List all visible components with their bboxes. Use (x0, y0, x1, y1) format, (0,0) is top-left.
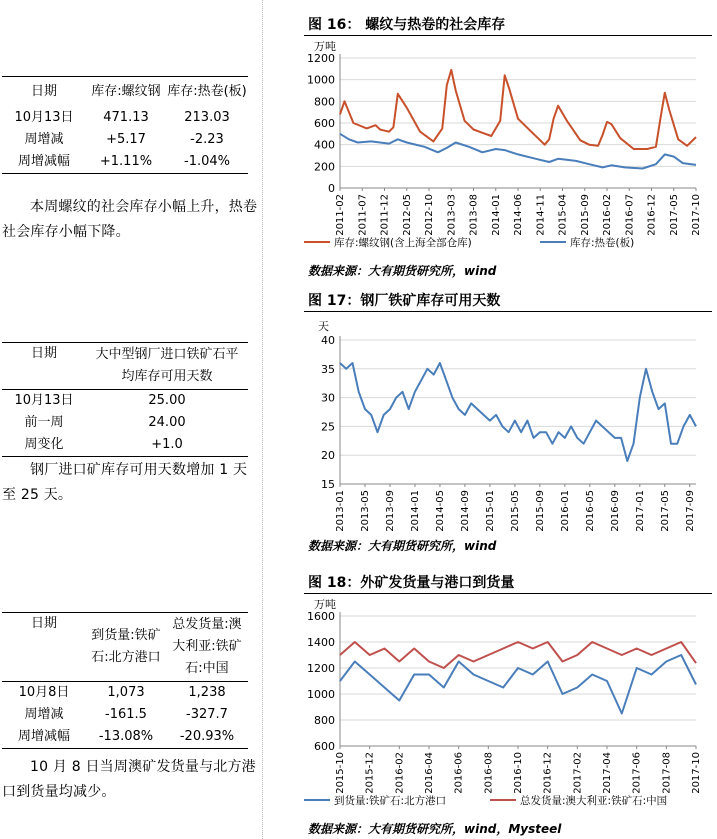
x-tick-label: 2012-05 (401, 194, 413, 236)
x-tick-label: 2012-10 (424, 194, 435, 236)
x-tick-label: 2011-02 (335, 194, 346, 236)
rebar-hrc-inventory-chart (300, 38, 712, 260)
table-cell: 10月13日 (14, 393, 74, 408)
y-tick-label: 35 (321, 362, 335, 376)
x-tick-label: 2013-05 (359, 490, 371, 532)
x-tick-label: 2013-08 (468, 194, 480, 236)
ore-shipment-table (2, 612, 248, 749)
table-header-cell: 库存:螺纹钢 (86, 77, 166, 108)
column-divider (262, 0, 263, 839)
y-tick-label: 1600 (307, 610, 335, 623)
ore-shipment-paragraph: 10 月 8 日当周澳矿发货量与北方港口到货量均减少。 (2, 759, 256, 800)
legend-label: 总发货量:澳大利亚:铁矿石:中国 (520, 795, 668, 807)
x-tick-label: 2011-07 (357, 194, 369, 236)
x-tick-label: 2017-05 (668, 194, 680, 236)
x-tick-label: 2017-08 (661, 752, 673, 794)
y-tick-label: 800 (314, 95, 335, 109)
y-tick-label: 1400 (307, 636, 335, 649)
figure-16-title: 图 16： 螺纹与热卷的社会库存 (308, 17, 506, 33)
table-cell: -20.93% (166, 726, 248, 749)
x-tick-label: 2016-09 (609, 490, 621, 532)
table-cell: 213.03 (184, 110, 230, 125)
table-cell: +1.11% (86, 151, 166, 174)
x-tick-label: 2015-01 (484, 490, 496, 532)
x-tick-label: 2017-10 (691, 752, 702, 794)
table-header-cell: 库存:热卷(板) (166, 77, 248, 108)
y-tick-label: 600 (314, 117, 335, 130)
table-cell: 10月13日 (14, 110, 74, 125)
x-tick-label: 2015-04 (557, 194, 569, 236)
x-tick-label: 2016-02 (602, 194, 613, 236)
ore-days-paragraph: 钢厂进口矿库存可用天数增加 1 天至 25 天。 (2, 462, 248, 503)
x-tick-label: 2014-11 (535, 194, 547, 236)
figure-17-source: 数据来源：大有期货研究所，wind (308, 539, 497, 553)
y-tick-label: 200 (314, 160, 335, 174)
figure-18-title: 图 18：外矿发货量与港口到货量 (308, 575, 515, 591)
legend-label: 库存:热卷(板) (570, 237, 635, 249)
x-tick-label: 2011-12 (379, 194, 391, 236)
figure-17-title: 图 17：钢厂铁矿库存可用天数 (308, 293, 501, 309)
x-tick-label: 2015-09 (534, 490, 546, 532)
x-tick-label: 2014-01 (490, 194, 502, 236)
x-tick-label: 2016-06 (453, 752, 465, 794)
y-tick-label: 0 (328, 182, 335, 195)
y-tick-label: 20 (321, 449, 335, 463)
y-tick-label: 40 (321, 334, 335, 347)
legend-label: 到货量:铁矿石:北方港口 (334, 795, 447, 807)
x-tick-label: 2013-03 (446, 194, 458, 236)
figure-16-source: 数据来源：大有期货研究所，wind (308, 264, 497, 278)
table-cell: -1.04% (166, 151, 248, 174)
series-line (340, 655, 696, 714)
x-tick-label: 2015-09 (579, 194, 591, 236)
table-cell: 1,073 (107, 685, 145, 700)
x-tick-label: 2015-05 (509, 490, 521, 532)
x-tick-label: 2016-12 (542, 752, 554, 794)
figure-18-source: 数据来源：大有期货研究所，wind，Mysteel (308, 822, 562, 836)
table-cell: 周增减幅 (2, 151, 86, 174)
ore-days-table (2, 342, 248, 457)
y-tick-label: 25 (321, 420, 335, 434)
x-tick-label: 2016-10 (513, 752, 524, 794)
table-cell: 前一周 (24, 415, 64, 430)
series-line (340, 134, 696, 169)
table-header-cell: 日期 (2, 77, 86, 108)
y-tick-label: 800 (314, 714, 335, 727)
x-tick-label: 2016-12 (646, 194, 658, 236)
x-tick-label: 2017-10 (691, 194, 702, 236)
rebar-paragraph: 本周螺纹的社会库存小幅上升，热卷社会库存小幅下降。 (2, 199, 258, 240)
table-cell: +5.17 (106, 132, 146, 147)
legend-label: 库存:螺纹钢(含上海全部仓库) (334, 237, 472, 249)
x-tick-label: 2016-05 (584, 490, 596, 532)
x-tick-label: 2013-01 (335, 490, 346, 532)
table-cell: 471.13 (103, 110, 149, 125)
table-header-cell: 到货量:铁矿石:北方港口 (86, 613, 166, 682)
y-tick-label: 1000 (307, 73, 335, 87)
table-header-cell: 日期 (2, 343, 86, 390)
table-cell: 周增减 (24, 132, 64, 147)
x-tick-label: 2015-12 (364, 752, 376, 794)
y-tick-label: 400 (314, 138, 335, 152)
y-tick-label: 15 (321, 478, 335, 491)
series-line (340, 70, 696, 149)
x-tick-label: 2017-06 (631, 752, 643, 794)
figure-18-rule (304, 593, 712, 594)
series-line (340, 642, 696, 668)
x-tick-label: 2016-02 (394, 752, 406, 794)
x-tick-label: 2016-04 (424, 752, 435, 794)
x-tick-label: 2016-07 (624, 194, 636, 236)
table-cell: -161.5 (105, 707, 147, 722)
x-tick-label: 2017-04 (602, 752, 613, 794)
table-header-cell: 日期 (2, 613, 86, 682)
x-tick-label: 2014-06 (513, 194, 524, 236)
ore-shipment-arrival-chart (300, 596, 712, 818)
table-cell: 24.00 (148, 415, 186, 430)
x-tick-label: 2017-02 (572, 752, 584, 794)
x-tick-label: 2017-05 (659, 490, 671, 532)
y-tick-label: 1200 (307, 662, 335, 675)
table-cell: -2.23 (190, 132, 224, 147)
y-tick-label: 1000 (307, 688, 335, 701)
x-tick-label: 2015-10 (335, 752, 346, 794)
table-cell: 周增减幅 (2, 726, 86, 749)
table-cell: 1,238 (188, 685, 226, 700)
y-tick-label: 30 (321, 391, 335, 405)
table-cell: 10月8日 (18, 685, 70, 700)
axis-unit-label: 天 (318, 320, 329, 333)
rebar-inventory-table (2, 76, 248, 174)
table-cell: 25.00 (148, 393, 186, 408)
table-cell: -13.08% (86, 726, 166, 749)
table-cell: -327.7 (186, 707, 228, 722)
table-cell: 周变化 (2, 434, 86, 457)
axis-unit-label: 万吨 (314, 598, 336, 611)
x-tick-label: 2016-08 (483, 752, 495, 794)
x-tick-label: 2013-09 (384, 490, 396, 532)
table-header-cell: 大中型钢厂进口铁矿石平均库存可用天数 (86, 343, 248, 390)
series-line (340, 363, 696, 461)
x-tick-label: 2017-01 (634, 490, 646, 532)
axis-unit-label: 万吨 (314, 40, 336, 53)
figure-16-rule (304, 35, 712, 36)
table-cell: 周增减 (24, 707, 64, 722)
ore-inventory-days-chart (300, 314, 712, 532)
table-header-cell: 总发货量:澳大利亚:铁矿石:中国 (166, 613, 248, 682)
x-tick-label: 2016-01 (559, 490, 571, 532)
y-tick-label: 1200 (307, 52, 335, 65)
y-tick-label: 600 (314, 740, 335, 753)
figure-17-rule (304, 311, 712, 312)
x-tick-label: 2014-09 (459, 490, 471, 532)
x-tick-label: 2014-05 (434, 490, 446, 532)
table-cell: +1.0 (86, 434, 248, 457)
x-tick-label: 2014-01 (409, 490, 421, 532)
x-tick-label: 2017-09 (684, 490, 696, 532)
